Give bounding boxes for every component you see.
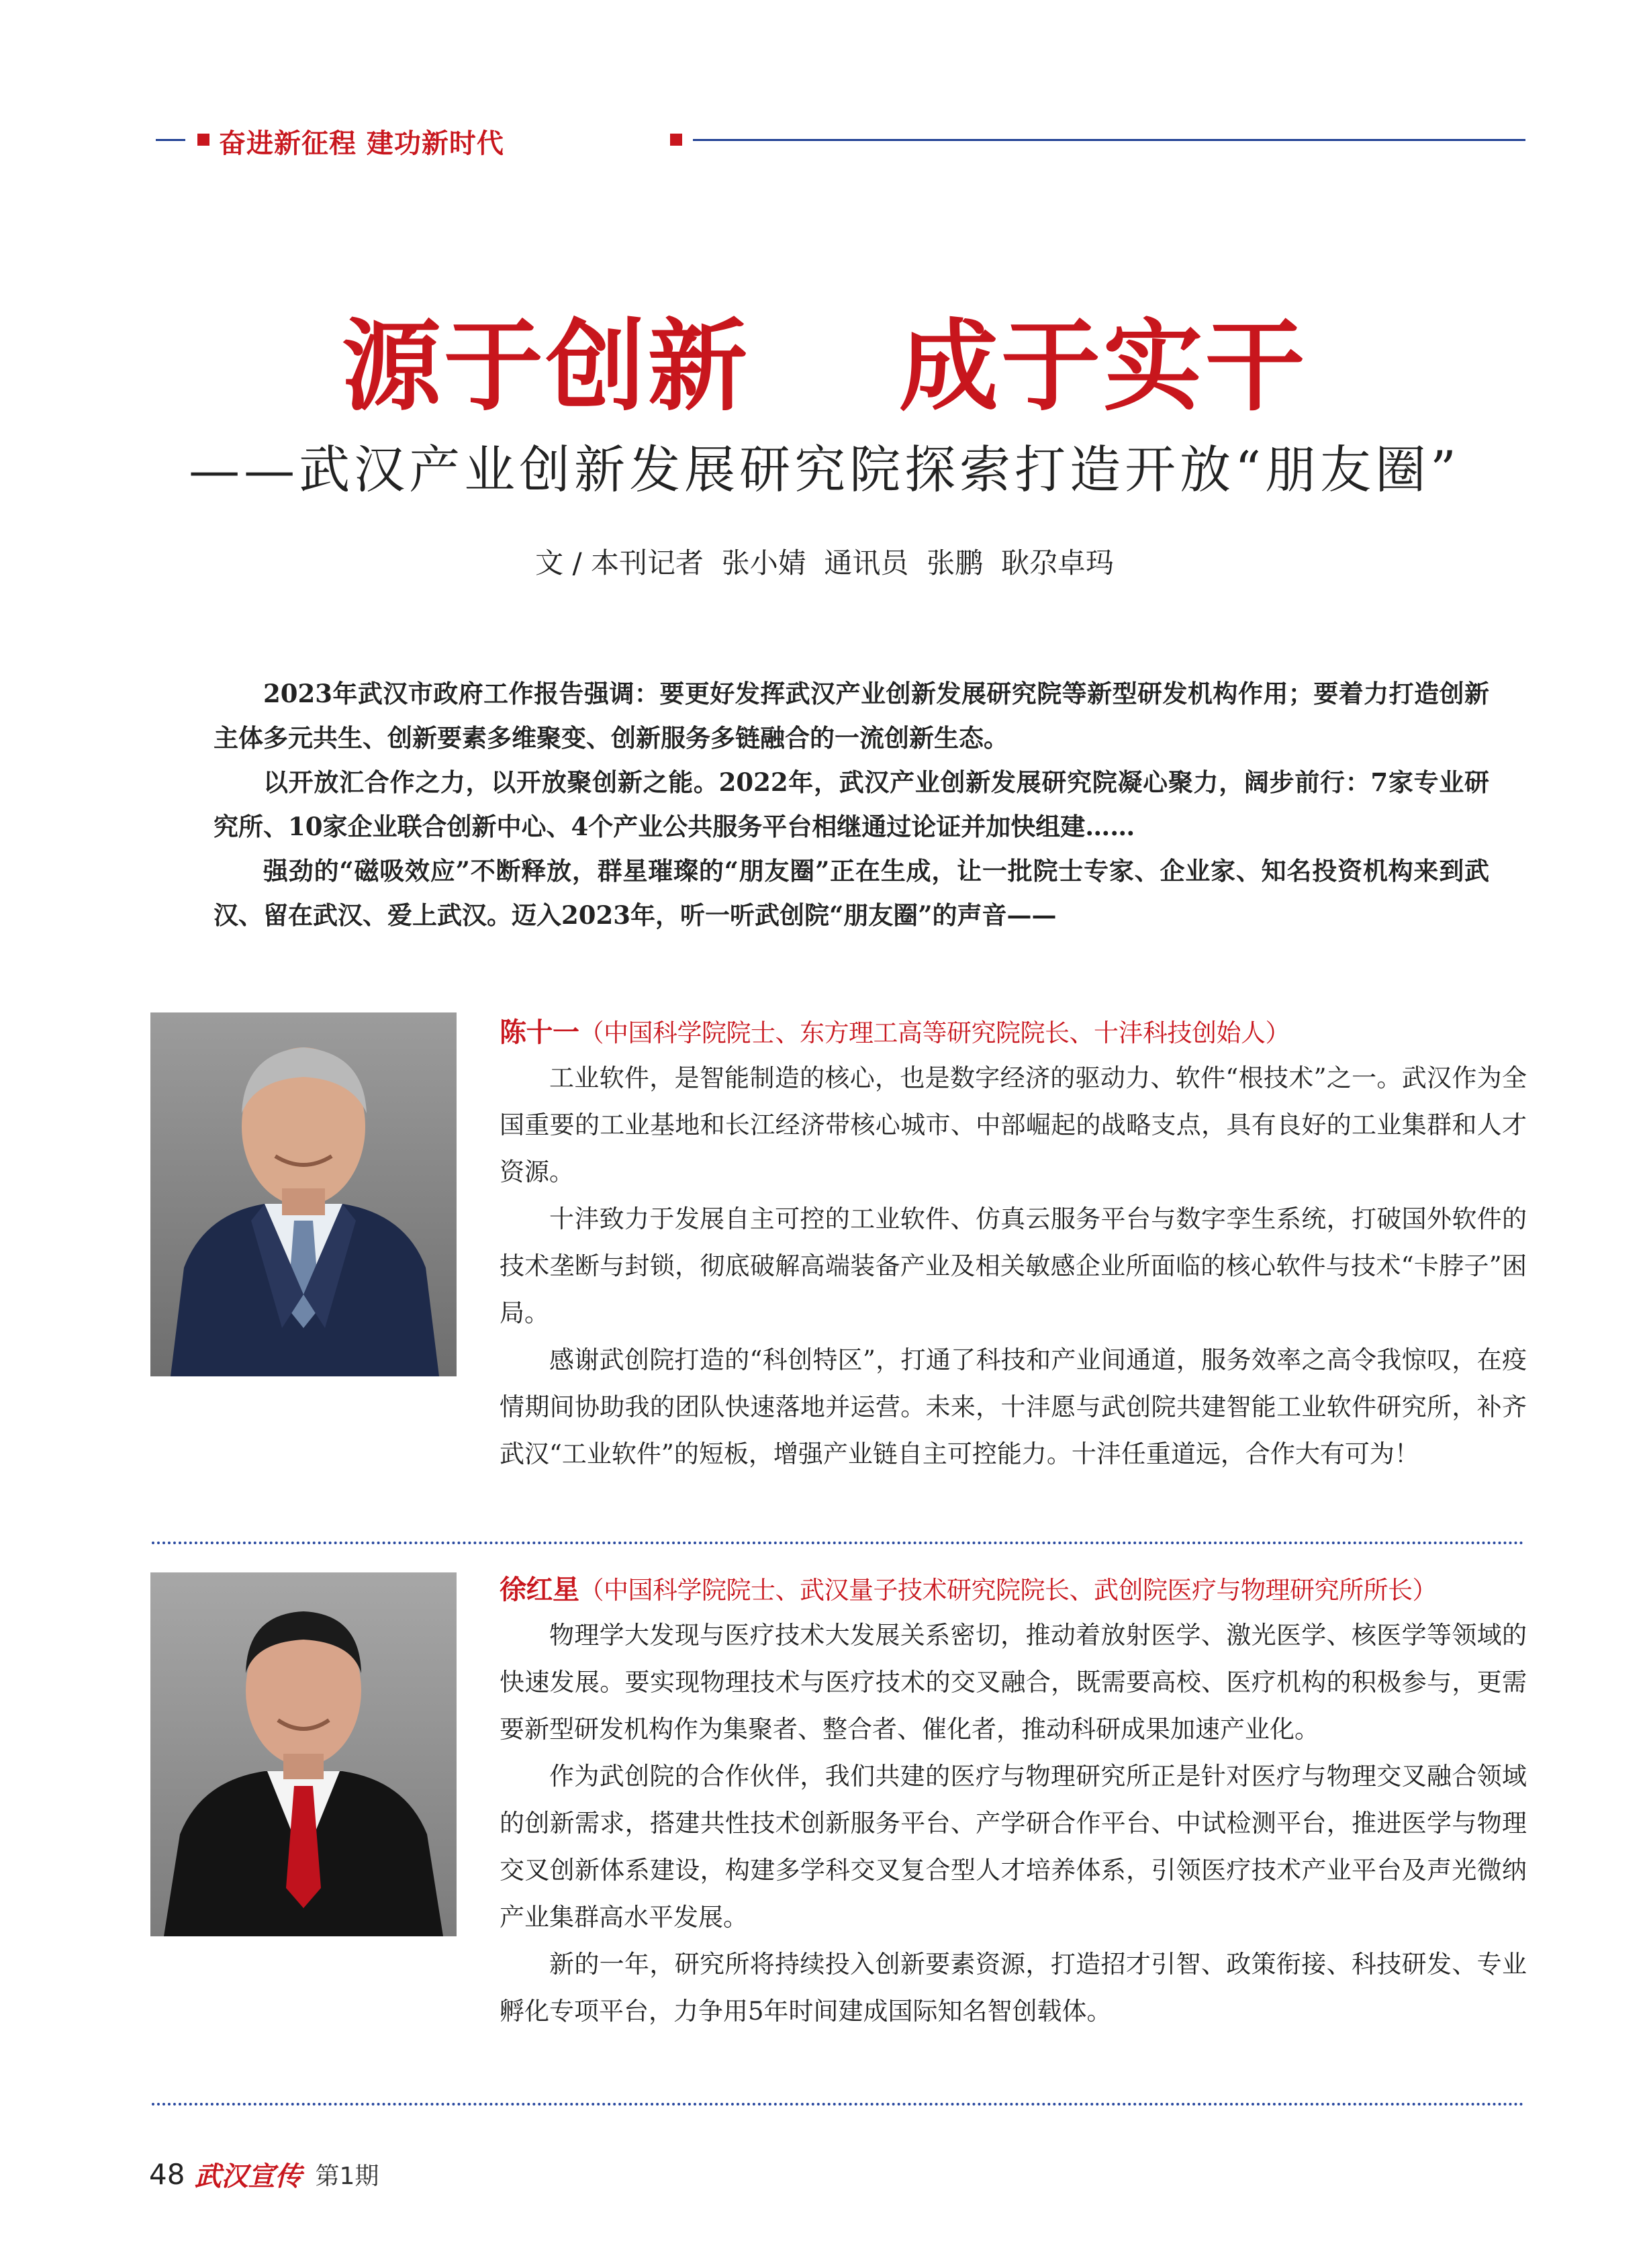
intro-paragraph: 2023年武汉市政府工作报告强调：要更好发挥武汉产业创新发展研究院等新型研发机构作用；要着力打造创新主体多元共生、创新要素多维聚变、创新服务多链融合的一流创新生态。 <box>214 679 1489 753</box>
profile-title: （中国科学院院士、武汉量子技术研究院院长、武创院医疗与物理研究所所长） <box>579 1576 1437 1605</box>
article-subtitle: ——武汉产业创新发展研究院探索打造开放“朋友圈” <box>189 440 1460 500</box>
page-number: 48 <box>149 2158 185 2191</box>
profile-name: 陈十一 <box>500 1017 579 1048</box>
header-square-right <box>670 134 682 146</box>
section-divider <box>152 1542 1524 1544</box>
header-square-left <box>197 134 209 146</box>
intro-paragraph: 强劲的“磁吸效应”不断释放，群星璀璨的“朋友圈”正在生成，让一批院士专家、企业家、知名投资机构来到武汉、留在武汉、爱上武汉。迈入2023年，听一听武创院“朋友圈”的声音—— <box>214 856 1489 930</box>
magazine-logo: 武汉宣传 <box>194 2161 302 2192</box>
article-title: 源于创新 成于实干 <box>341 309 1308 424</box>
section-divider <box>152 2103 1524 2106</box>
profile-card <box>500 1011 1527 1478</box>
profile-paragraph: 感谢武创院打造的“科创特区”，打通了科技和产业间通道，服务效率之高令我惊叹，在疫情期间协助我的团队快速落地并运营。未来，十沣愿与武创院共建智能工业软件研究所，补齐武汉“工业软件”的短板，增强产业链自主可控能力。十沣任重道远，合作大有可为！ <box>500 1345 1527 1468</box>
portrait-photo <box>150 1012 457 1376</box>
article-byline: 文 / 本刊记者 张小婧 通讯员 张鹏 耿尕卓玛 <box>535 547 1114 579</box>
profile-paragraph: 工业软件，是智能制造的核心，也是数字经济的驱动力、软件“根技术”之一。武汉作为全国重要的工业基地和长江经济带核心城市、中部崛起的战略支点，具有良好的工业集群和人才资源。 <box>500 1064 1527 1186</box>
profile-paragraph: 作为武创院的合作伙伴，我们共建的医疗与物理研究所正是针对医疗与物理交叉融合领域的创新需求，搭建共性技术创新服务平台、产学研合作平台、中试检测平台，推进医学与物理交叉创新体系建设，构建多学科交叉复合型人才培养体系，引领医疗技术产业平台及声光微纳产业集群高水平发展。 <box>500 1762 1527 1932</box>
page-footer <box>149 2155 379 2192</box>
profile-title: （中国科学院院士、东方理工高等研究院院长、十沣科技创始人） <box>579 1019 1290 1047</box>
profile-paragraph: 新的一年，研究所将持续投入创新要素资源，打造招才引智、政策衔接、科技研发、专业孵化专项平台，力争用5年时间建成国际知名智创载体。 <box>500 1950 1527 2026</box>
section-title: 奋进新征程 建功新时代 <box>219 128 504 159</box>
profile-paragraph: 十沣致力于发展自主可控的工业软件、仿真云服务平台与数字孪生系统，打破国外软件的技术垄断与封锁，彻底破解高端装备产业及相关敏感企业所面临的核心软件与技术“卡脖子”困局。 <box>500 1204 1527 1327</box>
header-lead-line <box>156 139 185 141</box>
profile-paragraph: 物理学大发现与医疗技术大发展关系密切，推动着放射医学、激光医学、核医学等领域的快速发展。要实现物理技术与医疗技术的交叉融合，既需要高校、医疗机构的积极参与，更需要新型研发机构作为集聚者、整合者、催化者，推动科研成果加速产业化。 <box>500 1621 1527 1744</box>
profile-heading <box>500 1011 1527 1055</box>
portrait-photo <box>150 1572 457 1936</box>
section-header <box>156 126 1525 159</box>
profile-name: 徐红星 <box>500 1574 579 1605</box>
intro-paragraph: 以开放汇合作之力，以开放聚创新之能。2022年，武汉产业创新发展研究院凝心聚力，阔步前行：7家专业研究所、10家企业联合创新中心、4个产业公共服务平台相继通过论证并加快组建…… <box>214 767 1489 841</box>
header-rule <box>693 139 1525 141</box>
issue-number: 第1期 <box>315 2163 379 2190</box>
intro-text <box>214 671 1489 937</box>
profile-card <box>500 1568 1527 2035</box>
profile-heading <box>500 1568 1527 1612</box>
